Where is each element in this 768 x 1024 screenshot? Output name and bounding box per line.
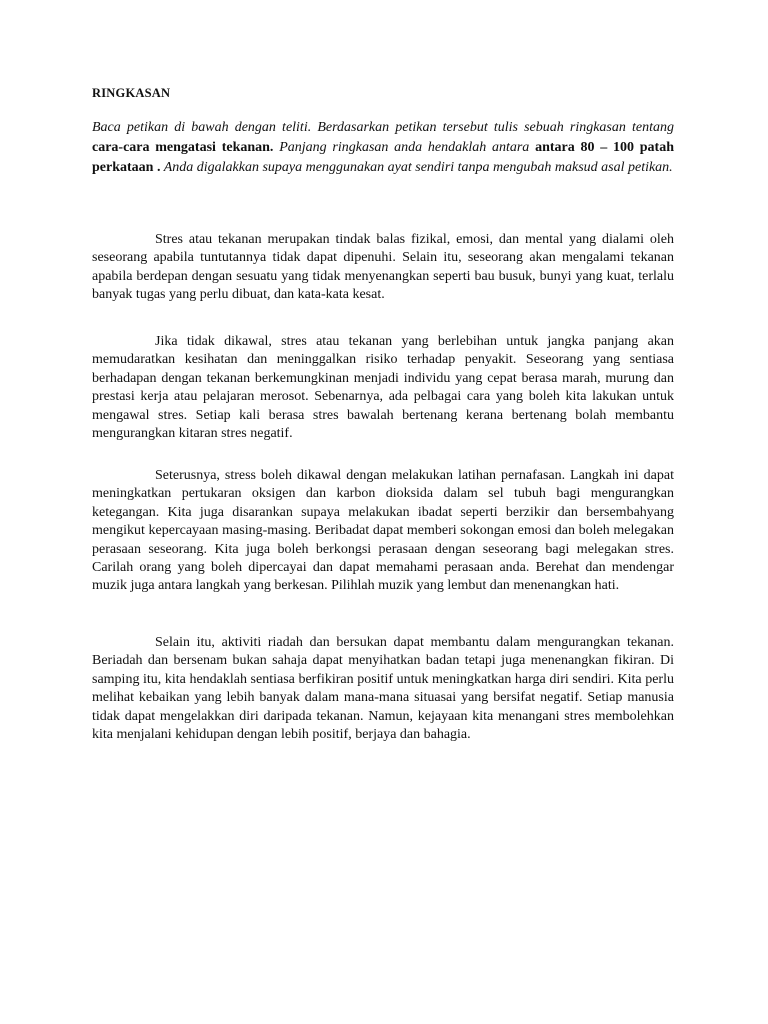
instructions-topic: cara-cara mengatasi tekanan. [92, 140, 274, 155]
instructions-text-2: Panjang ringkasan anda hendaklah antara [273, 140, 536, 155]
instructions-text-1: Baca petikan di bawah dengan teliti. Berdasarkan petikan tersebut tulis sebuah ringkasan tentang [92, 120, 674, 135]
instructions-word-count: antara 80 – 100 patah perkataan . [92, 140, 674, 175]
passage-paragraph-1: Stres atau tekanan merupakan tindak balas fizikal, emosi, dan mental yang dialami oleh seseorang apabila tuntutannya tidak dapat dipenuhi. Selain itu, seseorang akan mengalami tekanan apabila berdepan dengan sesuatu yang tidak menyenangkan seperti bau busuk, bunyi yang kuat, terlalu banyak tugas yang perlu dibuat, dan kata-kata kesat. [92, 232, 674, 303]
summary-instructions [92, 118, 674, 178]
instructions-text-3: Anda digalakkan supaya menggunakan ayat sendiri tanpa mengubah maksud asal petikan. [160, 160, 673, 175]
document-heading: RINGKASAN [92, 86, 171, 100]
passage-paragraph-3: Seterusnya, stress boleh dikawal dengan melakukan latihan pernafasan. Langkah ini dapat meningkatkan pertukaran oksigen dan karbon dioksida dalam sel tubuh bagi mengurangkan ketegangan. Kita juga disarankan supaya melakukan ibadat seperti berzikir dan bersembahyang mengikut kepercayaan masing-masing. Beribadat dapat memberi sokongan emosi dan boleh melegakan perasaan seseorang. Kita juga boleh berkongsi perasaan dengan seseorang bagi melegakan stres. Carilah orang yang boleh dipercayai dan dapat memahami perasaan anda. Berehat dan mendengar muzik juga antara langkah yang berkesan. Pilihlah muzik yang lembut dan menenangkan hati. [92, 468, 674, 594]
passage-paragraph-2: Jika tidak dikawal, stres atau tekanan yang berlebihan untuk jangka panjang akan memudaratkan kesihatan dan meninggalkan risiko terhadap penyakit. Seseorang yang sentiasa berhadapan dengan tekanan berkemungkinan menjadi individu yang cepat berasa marah, murung dan prestasi kerja atau pelajaran merosot. Sebenarnya, ada pelbagai cara yang boleh kita lakukan untuk mengawal stres. Setiap kali berasa stres bawalah bertenang kerana bertenang bolah membantu mengurangkan kitaran stres negatif. [92, 334, 674, 442]
passage-paragraph-4: Selain itu, aktiviti riadah dan bersukan dapat membantu dalam mengurangkan tekanan. Beriadah dan bersenam bukan sahaja dapat menyihatkan badan tetapi juga menenangkan fikiran. Di samping itu, kita hendaklah sentiasa berfikiran positif untuk meningkatkan harga diri sendiri. Kita perlu melihat kebaikan yang lebih banyak dalam mana-mana situasai yang bersifat negatif. Setiap manusia tidak dapat mengelakkan diri daripada tekanan. Namun, kejayaan kita menangani stres membolehkan kita menjalani kehidupan dengan lebih positif, berjaya dan bahagia. [92, 635, 674, 743]
